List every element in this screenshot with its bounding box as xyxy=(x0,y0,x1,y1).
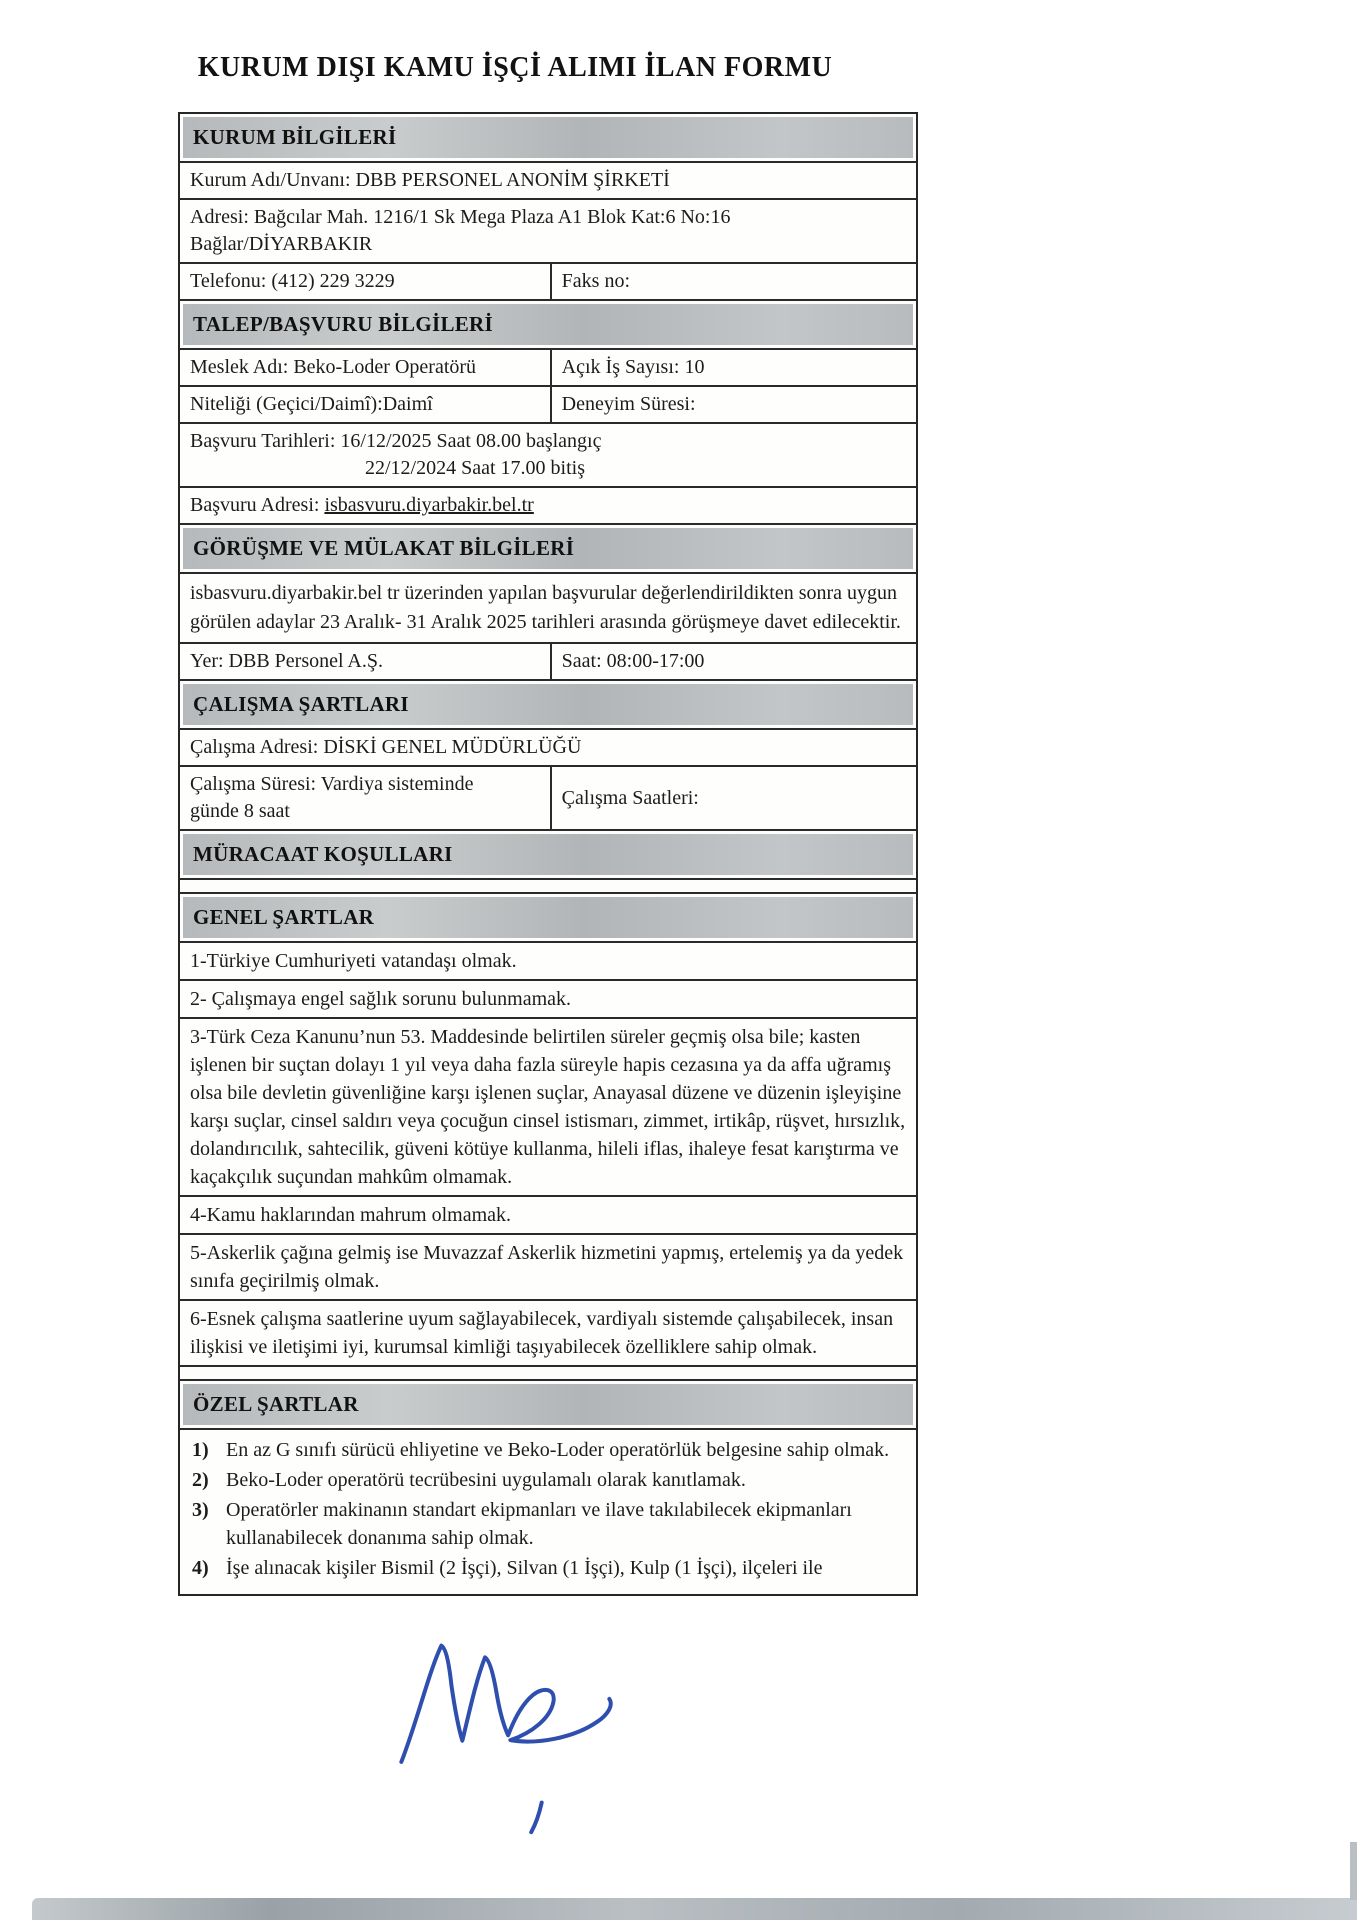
section-header-kurum-bilgileri: KURUM BİLGİLERİ xyxy=(183,117,913,158)
ozel-sart-4-num: 4) xyxy=(192,1557,209,1579)
field-niteligi: Niteliği (Geçici/Daimî):Daimî xyxy=(180,387,552,422)
section-header-talep-basvuru: TALEP/BAŞVURU BİLGİLERİ xyxy=(183,304,913,345)
field-calisma-suresi-line2: günde 8 saat xyxy=(190,800,290,822)
field-kurum-adi: Kurum Adı/Unvanı: DBB PERSONEL ANONİM ŞİRKETİ xyxy=(180,163,916,200)
row-yer-saat xyxy=(180,644,916,681)
field-basvuru-tarihleri-line1: Başvuru Tarihleri: 16/12/2025 Saat 08.00 başlangıç xyxy=(190,430,602,452)
ozel-sart-2 xyxy=(192,1466,906,1494)
field-yer: Yer: DBB Personel A.Ş. xyxy=(180,644,552,679)
scan-artifact-bottom-strip xyxy=(32,1898,1357,1920)
ozel-sart-3-text: Operatörler makinanın standart ekipmanları ve ilave takılabilecek ekipmanları kullanabilecek donanıma sahip olmak. xyxy=(226,1499,852,1549)
section-genel-sartlar xyxy=(180,894,916,943)
section-header-genel-sartlar: GENEL ŞARTLAR xyxy=(183,897,913,938)
ozel-sart-1-num: 1) xyxy=(192,1439,209,1461)
genel-sart-6: 6-Esnek çalışma saatlerine uyum sağlayabilecek, vardiyalı sistemde çalışabilecek, insan ilişkisi ve iletişimi iyi, kurumsal kimliği taşıyabilecek özelliklere sahip olmak. xyxy=(180,1301,916,1367)
section-calisma-sartlari xyxy=(180,681,916,730)
section-muracaat-kosullari xyxy=(180,831,916,880)
section-header-calisma-sartlari: ÇALIŞMA ŞARTLARI xyxy=(183,684,913,725)
field-adresi-line1: Adresi: Bağcılar Mah. 1216/1 Sk Mega Plaza A1 Blok Kat:6 No:16 xyxy=(190,206,731,228)
field-adresi-line2: Bağlar/DİYARBAKIR xyxy=(190,233,373,255)
genel-sart-4: 4-Kamu haklarından mahrum olmamak. xyxy=(180,1197,916,1235)
row-calisma-suresi-saatleri xyxy=(180,767,916,831)
ozel-sart-3 xyxy=(192,1496,906,1552)
section-header-ozel-sartlar: ÖZEL ŞARTLAR xyxy=(183,1384,913,1425)
form-title: KURUM DIŞI KAMU İŞÇİ ALIMI İLAN FORMU xyxy=(197,52,833,83)
section-header-gorusme-mulakat: GÖRÜŞME VE MÜLAKAT BİLGİLERİ xyxy=(183,528,913,569)
genel-sart-3: 3-Türk Ceza Kanunu’nun 53. Maddesinde belirtilen süreler geçmiş olsa bile; kasten işlenen bir suçtan dolayı 1 yıl veya daha fazla süreyle hapis cezasına ya da affa uğramış olsa bile devletin güvenliğine karşı işlenen suçlar, Anayasal düzene ve düzenin işleyişine karşı suçlar, cinsel saldırı veya çocuğun cinsel istismarı, zimmet, irtikâp, rüşvet, hırsızlık, dolandırıcılık, sahtecilik, güveni kötüye kullanma, hileli iflas, ihaleye fesat karıştırma ve kaçakçılık suçundan mahkûm olmamak. xyxy=(180,1019,916,1197)
ozel-sart-1-text: En az G sınıfı sürücü ehliyetine ve Beko-Loder operatörlük belgesine sahip olmak. xyxy=(226,1439,890,1461)
ozel-sart-2-num: 2) xyxy=(192,1469,209,1491)
basvuru-adresi-label: Başvuru Adresi: xyxy=(190,494,325,516)
field-saat: Saat: 08:00-17:00 xyxy=(561,650,705,672)
signature-flourish xyxy=(530,1803,544,1833)
field-faks: Faks no: xyxy=(561,270,631,292)
row-telefon-faks xyxy=(180,264,916,301)
spacer-row xyxy=(180,880,916,894)
row-meslek-acikis xyxy=(180,350,916,387)
row-niteligi-deneyim xyxy=(180,387,916,424)
handwritten-signature xyxy=(383,1622,644,1845)
gorusme-paragraph: isbasvuru.diyarbakir.bel tr üzerinden yapılan başvurular değerlendirildikten sonra uygun görülen adaylar 23 Aralık- 31 Aralık 2025 tarihleri arasında görüşmeye davet edilecektir. xyxy=(180,574,916,644)
section-gorusme-mulakat xyxy=(180,525,916,574)
field-adresi xyxy=(180,200,916,264)
ozel-sart-4 xyxy=(192,1554,906,1582)
field-calisma-saatleri: Çalışma Saatleri: xyxy=(561,786,699,809)
form-table xyxy=(178,112,918,1596)
scan-artifact-right-sliver xyxy=(1350,1842,1357,1900)
field-calisma-suresi-line1: Çalışma Süresi: Vardiya sisteminde xyxy=(190,773,474,795)
field-meslek-adi: Meslek Adı: Beko-Loder Operatörü xyxy=(180,350,552,385)
field-telefonu: Telefonu: (412) 229 3229 xyxy=(180,264,552,299)
section-header-muracaat-kosullari: MÜRACAAT KOŞULLARI xyxy=(183,834,913,875)
signature-stroke xyxy=(395,1637,613,1762)
genel-sart-1: 1-Türkiye Cumhuriyeti vatandaşı olmak. xyxy=(180,943,916,981)
spacer-row xyxy=(180,1367,916,1381)
ozel-sart-3-num: 3) xyxy=(192,1499,209,1521)
field-calisma-adresi: Çalışma Adresi: DİSKİ GENEL MÜDÜRLÜĞÜ xyxy=(180,730,916,767)
field-deneyim-suresi: Deneyim Süresi: xyxy=(561,393,696,415)
genel-sart-2: 2- Çalışmaya engel sağlık sorunu bulunmamak. xyxy=(180,981,916,1019)
section-talep-basvuru xyxy=(180,301,916,350)
field-basvuru-adresi xyxy=(180,488,916,525)
field-acik-is-sayisi: Açık İş Sayısı: 10 xyxy=(561,356,705,378)
field-basvuru-tarihleri xyxy=(180,424,916,488)
field-calisma-suresi xyxy=(180,767,552,829)
ozel-sart-4-text: İşe alınacak kişiler Bismil (2 İşçi), Silvan (1 İşçi), Kulp (1 İşçi), ilçeleri ile xyxy=(226,1557,823,1579)
genel-sart-5: 5-Askerlik çağına gelmiş ise Muvazzaf Askerlik hizmetini yapmış, ertelemiş ya da yedek sınıfa geçirilmiş olmak. xyxy=(180,1235,916,1301)
section-ozel-sartlar xyxy=(180,1381,916,1430)
ozel-sart-1 xyxy=(192,1436,906,1464)
ozel-sart-2-text: Beko-Loder operatörü tecrübesini uygulamalı olarak kanıtlamak. xyxy=(226,1469,746,1491)
basvuru-adresi-url: isbasvuru.diyarbakir.bel.tr xyxy=(324,494,534,516)
field-basvuru-tarihleri-line2: 22/12/2024 Saat 17.00 bitiş xyxy=(365,457,585,479)
section-kurum-bilgileri xyxy=(180,114,916,163)
ozel-sartlar-list xyxy=(180,1430,916,1594)
